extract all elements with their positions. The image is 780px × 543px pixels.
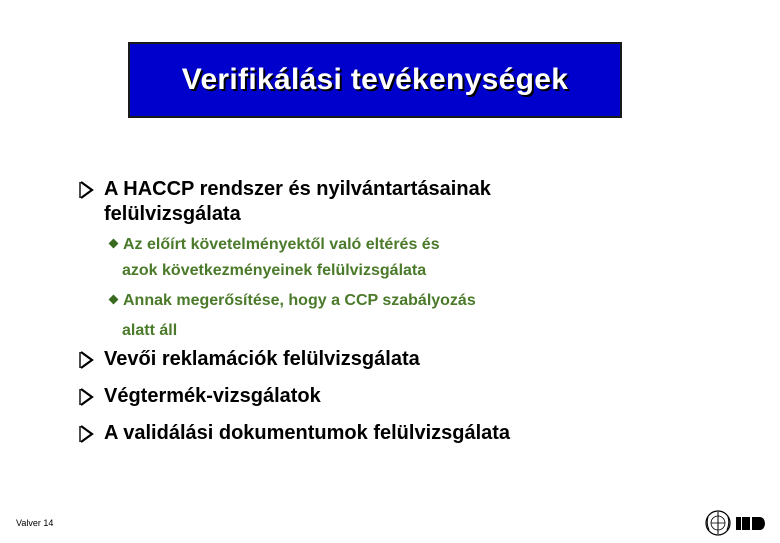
arrow-icon — [78, 423, 96, 445]
bullet-3-text: Végtermék-vizsgálatok — [104, 385, 321, 407]
slide-title: Verifikálási tevékenységek — [181, 63, 569, 96]
sub-bullet-2-cont — [122, 315, 177, 346]
sub-bullet-2 — [110, 285, 476, 316]
sub-bullet-2-line1: Annak megerősítése, hogy a CCP szabályozás — [123, 292, 476, 309]
arrow-icon — [78, 386, 96, 408]
arrow-icon — [78, 179, 96, 201]
bullet-3 — [78, 384, 321, 409]
bullet-4 — [78, 421, 510, 446]
diamond-icon — [109, 239, 119, 249]
sub-bullet-2-line2: alatt áll — [122, 322, 178, 339]
bullet-1 — [78, 177, 491, 227]
bullet-1-line2: felülvizsgálata — [104, 203, 241, 225]
title-box — [128, 42, 622, 118]
sub-bullet-1-line2: azok következményeinek felülvizsgálata — [122, 262, 427, 279]
bullet-2 — [78, 347, 420, 372]
who-emblem-icon — [704, 508, 770, 538]
arrow-icon — [78, 349, 96, 371]
sub-bullet-1-cont — [122, 255, 426, 286]
bullet-4-text: A validálási dokumentumok felülvizsgálata — [104, 422, 511, 444]
footer-label: Valver 14 — [16, 518, 54, 528]
bullet-2-text: Vevői reklamációk felülvizsgálata — [104, 348, 420, 370]
diamond-icon — [109, 295, 119, 305]
bullet-1-line1: A HACCP rendszer és nyilvántartásainak — [104, 178, 491, 200]
sub-bullet-1-line1: Az előírt követelményektől való eltérés és — [123, 236, 440, 253]
logo — [704, 508, 770, 543]
